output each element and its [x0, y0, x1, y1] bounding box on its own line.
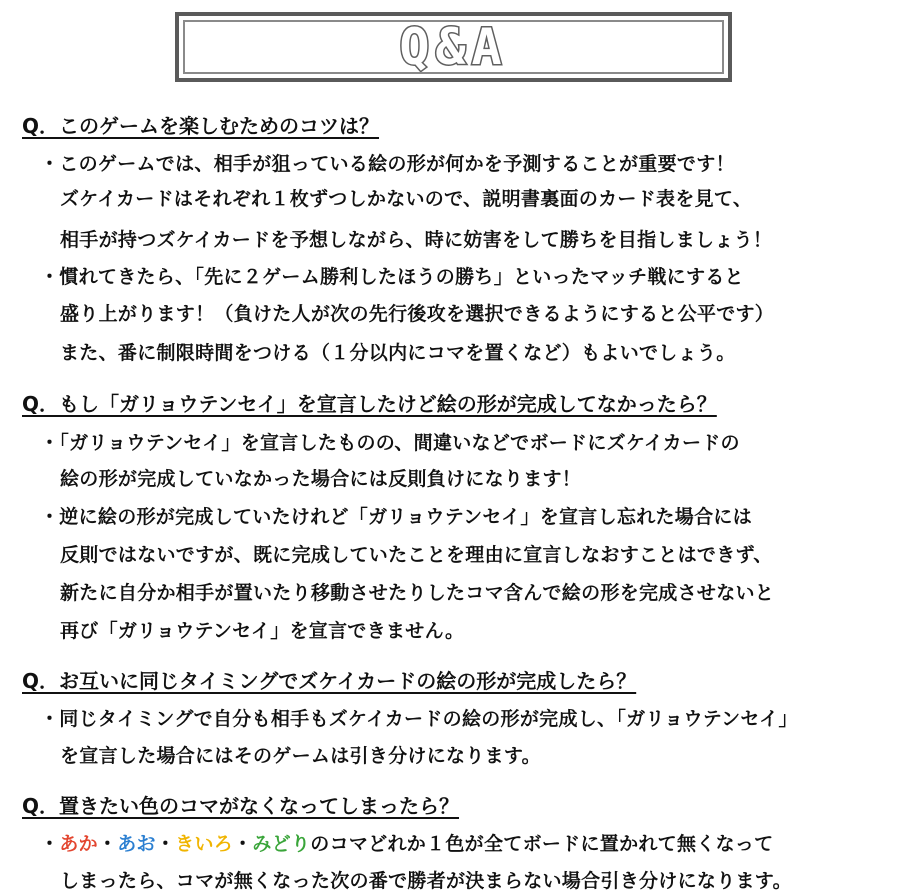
- answer-line: 盛り上がります！（負けた人が次の先行後攻を選択できるようにすると公平です）: [60, 303, 775, 325]
- bullet-mark: ・: [40, 833, 60, 855]
- separator: ・: [233, 833, 253, 855]
- answer-line: ・このゲームでは、相手が狙っている絵の形が何かを予測することが重要です！: [40, 153, 735, 175]
- title-banner: [175, 12, 732, 82]
- page-title: Q&A: [399, 18, 508, 76]
- answer-line: ・同じタイミングで自分も相手もズケイカードの絵の形が完成し、「ガリョウテンセイ」: [40, 708, 798, 730]
- answer-line: 相手が持つズケイカードを予想しながら、時に妨害をして勝ちを目指しましょう！: [60, 229, 773, 251]
- color-word-red: あか: [59, 833, 98, 855]
- answer-line: ズケイカードはそれぞれ１枚ずつしかないので、説明書裏面のカード表を見て、: [60, 188, 753, 210]
- answer-line: 反則ではないですが、既に完成していたことを理由に宣言しなおすことはできず、: [60, 544, 773, 566]
- color-word-green: みどり: [252, 833, 311, 855]
- question-tips: Q．このゲームを楽しむためのコツは？: [22, 114, 380, 138]
- answer-line: 絵の形が完成していなかった場合には反則負けになります！: [60, 468, 582, 490]
- answer-line: を宣言した場合にはそのゲームは引き分けになります。: [60, 745, 541, 767]
- answer-line: ・逆に絵の形が完成していたけれど「ガリョウテンセイ」を宣言し忘れた場合には: [40, 506, 753, 528]
- separator: ・: [97, 833, 118, 855]
- answer-line: また、番に制限時間をつける（１分以内にコマを置くなど）もよいでしょう。: [60, 342, 736, 364]
- answer-line: 再び「ガリョウテンセイ」を宣言できません。: [60, 620, 465, 642]
- question-false-declaration: Q．もし「ガリョウテンセイ」を宣言したけど絵の形が完成してなかったら？: [22, 392, 717, 416]
- separator: ・: [155, 833, 176, 855]
- answer-line: ・「ガリョウテンセイ」を宣言したものの、間違いなどでボードにズケイカードの: [40, 432, 740, 454]
- answer-line: ・慣れてきたら、「先に２ゲーム勝利したほうの勝ち」といったマッチ戦にすると: [40, 266, 744, 288]
- color-word-blue: あお: [117, 833, 156, 855]
- answer-line: 新たに自分か相手が置いたり移動させたりしたコマ含んで絵の形を完成させないと: [60, 582, 775, 604]
- question-simultaneous: Q．お互いに同じタイミングでズケイカードの絵の形が完成したら？: [22, 669, 637, 693]
- answer-text: のコマどれか１色が全てボードに置かれて無くなって: [310, 833, 774, 855]
- answer-line: しまったら、コマが無くなった次の番で勝者が決まらない場合引き分けになります。: [60, 870, 792, 892]
- answer-line-colors: [40, 829, 773, 856]
- color-word-yellow: きいろ: [175, 833, 234, 855]
- question-out-of-pieces: Q．置きたい色のコマがなくなってしまったら？: [22, 794, 460, 818]
